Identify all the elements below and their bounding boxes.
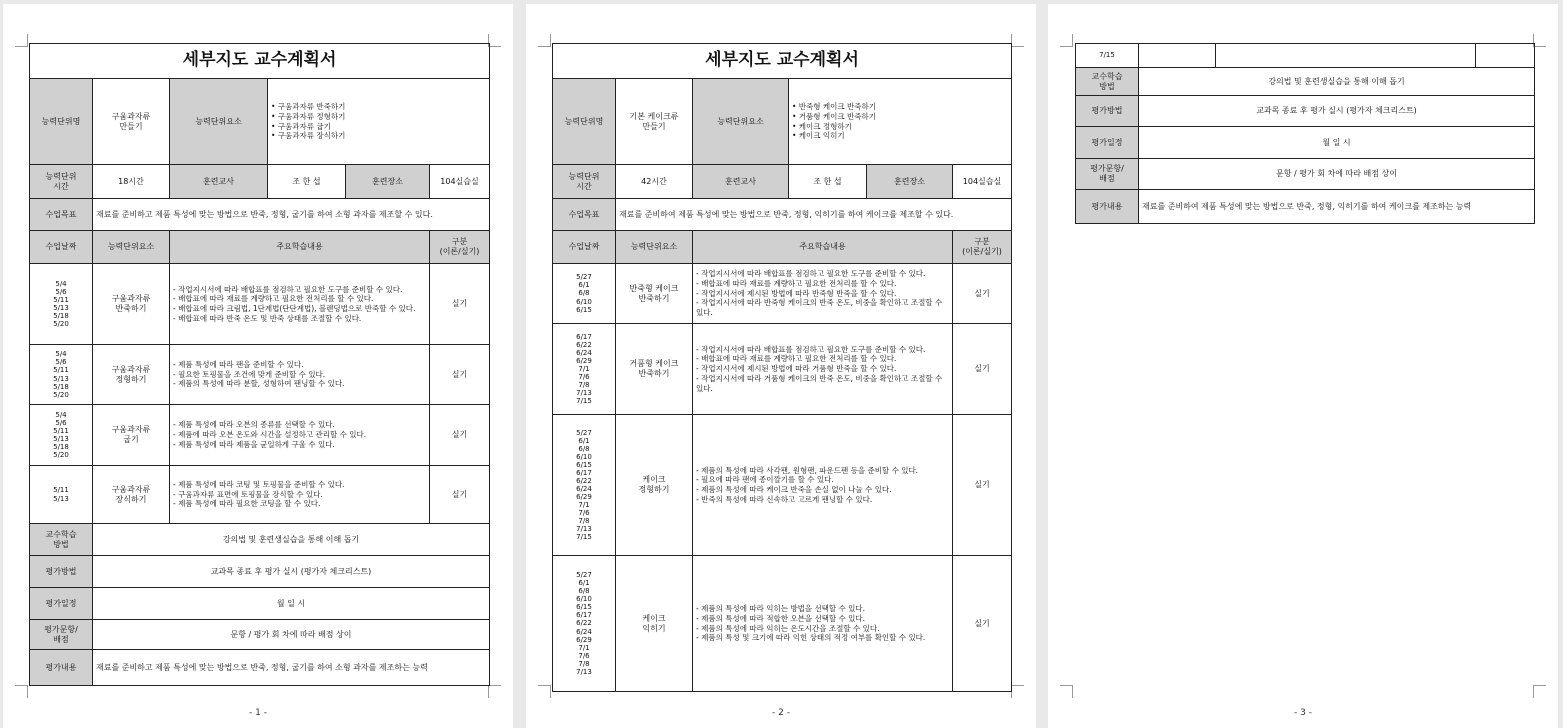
row-dates: 5/27 6/1 6/8 6/10 6/15 6/17 6/22 6/24 6/29 7/1 7/6 7/8 7/13 bbox=[553, 556, 616, 692]
eval-date-value: 월 일 시 bbox=[93, 588, 490, 620]
eval-method-label: 평가방법 bbox=[30, 556, 93, 588]
row-kind bbox=[1476, 44, 1535, 68]
row-dates: 5/11 5/13 bbox=[30, 466, 93, 524]
row-dates: 5/27 6/1 6/8 6/10 6/15 6/17 6/22 6/24 6/29 7/1 7/6 7/8 7/13 7/15 bbox=[553, 415, 616, 556]
row-kind: 실기 bbox=[430, 264, 490, 345]
row-content: - 제품의 특성에 따라 사각팬, 원형팬, 파운드팬 등을 준비할 수 있다. - 필요에 따라 팬에 종이깔기를 할 수 있다. - 제품의 특성에 따라 케이크 반죽을 손실 없이 나눌 수 있다. - 반죽의 특성에 따라 신속하고 고르게 팬닝할 수 있다. bbox=[693, 415, 953, 556]
row-element: 구움과자류 장식하기 bbox=[93, 466, 170, 524]
crop-mark bbox=[1060, 685, 1073, 698]
date-header: 수업날짜 bbox=[553, 231, 616, 264]
table-row bbox=[30, 264, 490, 345]
eval-content-value: 재료를 준비하고 제품 특성에 맞는 방법으로 반죽, 정형, 굽기를 하여 소형 과자를 제조하는 능력 bbox=[93, 650, 490, 686]
lesson-plan-table bbox=[29, 43, 490, 686]
row-content: - 작업지시서에 따라 배합표를 점검하고 필요한 도구를 준비할 수 있다. - 배합표에 따라 재료를 계량하고 필요한 전처리를 할 수 있다. - 작업지시서에 제시된 방법에 따라 반죽형 반죽을 할 수 있다. - 작업지시서에 따라 반죽형 케이크의 반죽 온도, 비중을 확인하고 조절할 수 있다. bbox=[693, 264, 953, 324]
row-content: - 제품 특성에 따라 오븐의 종류를 선택할 수 있다. - 제품에 따라 오븐 온도와 시간을 설정하고 관리할 수 있다. - 제품 특성에 따라 제품을 균일하게 구울 수 있다. bbox=[170, 405, 430, 466]
row-element: 거품형 케이크 반죽하기 bbox=[616, 324, 693, 415]
document-page-1 bbox=[3, 4, 513, 728]
page-number: - 2 - bbox=[772, 708, 790, 718]
method-label: 교수학습 방법 bbox=[1076, 68, 1139, 96]
row-content bbox=[1216, 44, 1476, 68]
content-header: 주요학습내용 bbox=[170, 231, 430, 264]
row-dates: 5/27 6/1 6/8 6/10 6/15 bbox=[553, 264, 616, 324]
doc-title: 세부지도 교수계획서 bbox=[30, 44, 490, 79]
crop-mark bbox=[15, 34, 28, 47]
kind-header: 구분 (이론/실기) bbox=[430, 231, 490, 264]
table-row bbox=[30, 466, 490, 524]
unit-time-label: 능력단위 시간 bbox=[30, 165, 93, 199]
table-row bbox=[30, 405, 490, 466]
page-number: - 3 - bbox=[1294, 708, 1312, 718]
row-kind: 실기 bbox=[430, 405, 490, 466]
row-kind: 실기 bbox=[430, 466, 490, 524]
doc-title: 세부지도 교수계획서 bbox=[553, 44, 1012, 79]
place-label: 훈련장소 bbox=[346, 165, 430, 199]
row-content: - 제품의 특성에 따라 익히는 방법을 선택할 수 있다. - 제품의 특성에 따라 적합한 오븐을 선택할 수 있다. - 제품의 특성에 따라 익히는 온도시간을 조절할 수 있다. - 제품의 특성 및 크기에 따라 익힌 상태의 적정 여부를 확인할 수 있다. bbox=[693, 556, 953, 692]
unit-element-label: 능력단위요소 bbox=[170, 79, 268, 165]
eval-date-value: 월 일 시 bbox=[1139, 127, 1535, 159]
unit-name-label: 능력단위명 bbox=[30, 79, 93, 165]
place-label: 훈련장소 bbox=[867, 165, 953, 199]
crop-mark bbox=[538, 685, 551, 698]
row-kind: 실기 bbox=[953, 556, 1012, 692]
content-header: 주요학습내용 bbox=[693, 231, 953, 264]
row-content: - 제품 특성에 따라 팬을 준비할 수 있다. - 필요한 토핑물을 조건에 맞게 준비할 수 있다. - 제품의 특성에 따라 분할, 성형하여 팬닝할 수 있다. bbox=[170, 345, 430, 405]
goal-label: 수업목표 bbox=[30, 199, 93, 231]
row-kind: 실기 bbox=[430, 345, 490, 405]
teacher-label: 훈련교사 bbox=[693, 165, 789, 199]
row-content: - 작업지시서에 따라 배합표를 점검하고 필요한 도구를 준비할 수 있다. - 배합표에 따라 재료를 계량하고 필요한 전처리를 할 수 있다. - 배합표에 따라 크림법, 1단계법(단단계법), 블렌딩법으로 반죽할 수 있다. - 배합표에 따라 반죽 온도 및 반죽 상태를 조절할 수 있다. bbox=[170, 264, 430, 345]
lesson-plan-table bbox=[552, 43, 1012, 692]
place-value: 104실습실 bbox=[430, 165, 490, 199]
row-content: - 제품 특성에 따라 코팅 및 토핑물을 준비할 수 있다. - 구움과자류 표면에 토핑물을 장식할 수 있다. - 제품 특성에 따라 필요한 코팅을 할 수 있다. bbox=[170, 466, 430, 524]
row-element: 케이크 익히기 bbox=[616, 556, 693, 692]
element-header: 능력단위요소 bbox=[616, 231, 693, 264]
eval-ratio-value: 문항 / 평가 회 차에 따라 배점 상이 bbox=[93, 620, 490, 650]
date-header: 수업날짜 bbox=[30, 231, 93, 264]
method-label: 교수학습 방법 bbox=[30, 524, 93, 556]
eval-ratio-label: 평가문항/ 배점 bbox=[1076, 159, 1139, 190]
row-element: 구움과자류 정형하기 bbox=[93, 345, 170, 405]
crop-mark bbox=[1060, 34, 1073, 47]
crop-mark bbox=[1011, 34, 1024, 47]
crop-mark bbox=[1011, 685, 1024, 698]
eval-method-value: 교과목 종료 후 평가 실시 (평가자 체크리스트) bbox=[1139, 96, 1535, 127]
goal-value: 재료를 준비하고 제품 특성에 맞는 방법으로 반죽, 정형, 굽기를 하여 소형 과자를 제조할 수 있다. bbox=[93, 199, 490, 231]
row-element: 반죽형 케이크 반죽하기 bbox=[616, 264, 693, 324]
eval-date-label: 평가일정 bbox=[1076, 127, 1139, 159]
goal-label: 수업목표 bbox=[553, 199, 616, 231]
eval-ratio-label: 평가문항/ 배점 bbox=[30, 620, 93, 650]
unit-element-list: • 구움과자류 반죽하기 • 구움과자류 정형하기 • 구움과자류 굽기 • 구움과자류 장식하기 bbox=[268, 79, 490, 165]
unit-time-value: 42시간 bbox=[616, 165, 693, 199]
teacher-value: 조 한 섭 bbox=[789, 165, 867, 199]
crop-mark bbox=[488, 685, 501, 698]
eval-ratio-value: 문항 / 평가 회 차에 따라 배점 상이 bbox=[1139, 159, 1535, 190]
table-row bbox=[553, 556, 1012, 692]
row-dates: 5/4 5/6 5/11 5/13 5/18 5/20 bbox=[30, 264, 93, 345]
table-row bbox=[30, 345, 490, 405]
row-kind: 실기 bbox=[953, 324, 1012, 415]
row-element: 구움과자류 굽기 bbox=[93, 405, 170, 466]
place-value: 104실습실 bbox=[953, 165, 1012, 199]
row-dates: 5/4 5/6 5/11 5/13 5/18 5/20 bbox=[30, 405, 93, 466]
eval-content-label: 평가내용 bbox=[30, 650, 93, 686]
teacher-label: 훈련교사 bbox=[170, 165, 268, 199]
unit-time-value: 18시간 bbox=[93, 165, 170, 199]
row-kind: 실기 bbox=[953, 415, 1012, 556]
unit-element-list: • 반죽형 케이크 반죽하기 • 거품형 케이크 반죽하기 • 케이크 정형하기 • 케이크 익히기 bbox=[789, 79, 1012, 165]
unit-name-value: 구움과자류 만들기 bbox=[93, 79, 170, 165]
eval-content-label: 평가내용 bbox=[1076, 190, 1139, 224]
crop-mark bbox=[538, 34, 551, 47]
document-page-3 bbox=[1048, 4, 1558, 728]
row-content: - 작업지시서에 따라 배합표를 점검하고 필요한 도구를 준비할 수 있다. - 배합표에 따라 재료를 계량하고 필요한 전처리를 할 수 있다. - 작업지시서에 제시된 방법에 따라 거품형 반죽을 할 수 있다. - 작업지시서에 따라 거품형 케이크의 반죽 온도, 비중을 확인하고 조절할 수 있다. bbox=[693, 324, 953, 415]
teacher-value: 조 한 섭 bbox=[268, 165, 346, 199]
unit-name-label: 능력단위명 bbox=[553, 79, 616, 165]
goal-value: 재료를 준비하여 제품 특성에 맞는 방법으로 반죽, 정형, 익히기를 하여 케이크를 제조할 수 있다. bbox=[616, 199, 1012, 231]
crop-mark bbox=[15, 685, 28, 698]
eval-method-value: 교과목 종료 후 평가 실시 (평가자 체크리스트) bbox=[93, 556, 490, 588]
row-dates: 5/4 5/6 5/11 5/13 5/18 5/20 bbox=[30, 345, 93, 405]
row-dates: 6/17 6/22 6/24 6/29 7/1 7/6 7/8 7/13 7/15 bbox=[553, 324, 616, 415]
eval-content-value: 재료를 준비하여 제품 특성에 맞는 방법으로 반죽, 정형, 익히기를 하여 케이크를 제조하는 능력 bbox=[1139, 190, 1535, 224]
eval-date-label: 평가일정 bbox=[30, 588, 93, 620]
unit-time-label: 능력단위 시간 bbox=[553, 165, 616, 199]
row-dates: 7/15 bbox=[1076, 44, 1139, 68]
unit-name-value: 기본 케이크류 만들기 bbox=[616, 79, 693, 165]
element-header: 능력단위요소 bbox=[93, 231, 170, 264]
kind-header: 구분 (이론/실기) bbox=[953, 231, 1012, 264]
row-element bbox=[1139, 44, 1216, 68]
table-row bbox=[553, 264, 1012, 324]
lesson-plan-table-continued bbox=[1075, 43, 1535, 224]
table-row bbox=[553, 415, 1012, 556]
method-value: 강의법 및 훈련생실습을 통해 이해 돕기 bbox=[93, 524, 490, 556]
unit-element-label: 능력단위요소 bbox=[693, 79, 789, 165]
table-row bbox=[1076, 44, 1535, 68]
page-number: - 1 - bbox=[249, 708, 267, 718]
eval-method-label: 평가방법 bbox=[1076, 96, 1139, 127]
row-element: 구움과자류 반죽하기 bbox=[93, 264, 170, 345]
document-page-2 bbox=[526, 4, 1036, 728]
crop-mark bbox=[1533, 685, 1546, 698]
method-value: 강의법 및 훈련생실습을 통해 이해 돕기 bbox=[1139, 68, 1535, 96]
row-kind: 실기 bbox=[953, 264, 1012, 324]
row-element: 케이크 정형하기 bbox=[616, 415, 693, 556]
table-row bbox=[553, 324, 1012, 415]
